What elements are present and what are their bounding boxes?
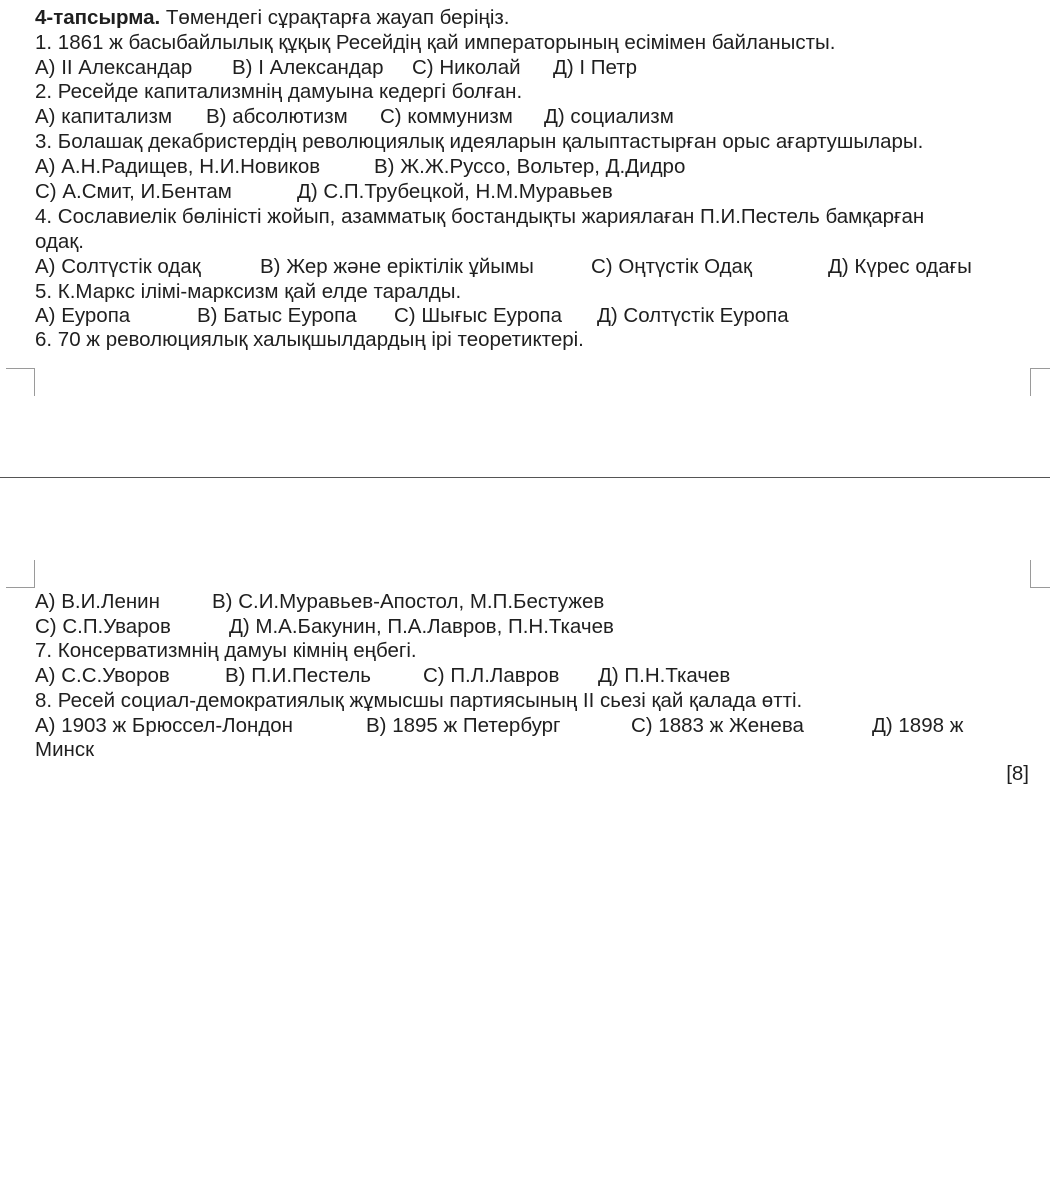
question-8-options bbox=[35, 713, 1035, 738]
question-1-text: 1. 1861 ж басыбайлылық құқық Ресейдің қай императорының есімімен байланысты. bbox=[35, 31, 836, 54]
question-3-options-row-1 bbox=[35, 154, 1035, 179]
question-6-option-b: В) С.И.Муравьев-Апостол, М.П.Бестужев bbox=[212, 590, 605, 613]
question-4-option-d: Д) Күрес одағы bbox=[828, 255, 972, 278]
question-4-options bbox=[35, 254, 1035, 279]
question-6-options-row-1 bbox=[35, 589, 1035, 614]
question-5-option-d: Д) Солтүстік Еуропа bbox=[597, 304, 789, 327]
question-4-option-a: А) Солтүстік одақ bbox=[35, 255, 201, 278]
question-1-option-b: В) I Александар bbox=[232, 56, 384, 79]
question-7-options bbox=[35, 663, 1035, 688]
question-1-option-d: Д) I Петр bbox=[553, 56, 638, 79]
question-6-option-c: С) С.П.Уваров bbox=[35, 615, 171, 638]
question-3-option-b: В) Ж.Ж.Руссо, Вольтер, Д.Дидро bbox=[374, 155, 686, 178]
question-1-options bbox=[35, 55, 1035, 80]
question-6-text: 6. 70 ж революциялық халықшылдардың ірі теоретиктері. bbox=[35, 328, 584, 351]
question-7-option-a: А) С.С.Уворов bbox=[35, 664, 170, 687]
question-2-text: 2. Ресейде капитализмнің дамуына кедергі болған. bbox=[35, 80, 523, 103]
score-badge: [8] bbox=[1006, 762, 1029, 785]
question-5-option-c: С) Шығыс Еуропа bbox=[394, 304, 563, 327]
question-8-option-d-continuation: Минск bbox=[35, 738, 95, 761]
question-7-option-c: С) П.Л.Лавров bbox=[423, 664, 560, 687]
question-8-option-a: А) 1903 ж Брюссел-Лондон bbox=[35, 714, 294, 737]
question-3-option-c: С) А.Смит, И.Бентам bbox=[35, 180, 232, 203]
question-4-text-line-2: одақ. bbox=[35, 230, 84, 253]
question-3-options-row-2 bbox=[35, 179, 1035, 204]
question-3-option-a: А) А.Н.Радищев, Н.И.Новиков bbox=[35, 155, 321, 178]
question-8-option-c: С) 1883 ж Женева bbox=[631, 714, 804, 737]
task-instruction: Төмендегі сұрақтарға жауап беріңіз. bbox=[160, 6, 510, 29]
question-2-options bbox=[35, 104, 1035, 129]
question-4-text-line-1: 4. Сославиелік бөліністі жойып, азамматық бостандықты жариялаған П.И.Пестель бамқарған bbox=[35, 205, 925, 228]
question-1-option-c: С) Николай bbox=[412, 56, 521, 79]
task-header bbox=[35, 5, 509, 30]
question-7-option-b: В) П.И.Пестель bbox=[225, 664, 371, 687]
question-5-option-b: В) Батыс Еуропа bbox=[197, 304, 357, 327]
question-2-option-a: А) капитализм bbox=[35, 105, 173, 128]
question-6-options-row-2 bbox=[35, 614, 1035, 639]
question-5-option-a: А) Еуропа bbox=[35, 304, 131, 327]
question-3-text: 3. Болашақ декабристердің революциялық идеяларын қалыптастырған орыс ағартушылары. bbox=[35, 130, 924, 153]
question-6-option-a: А) В.И.Ленин bbox=[35, 590, 160, 613]
question-2-option-b: В) абсолютизм bbox=[206, 105, 348, 128]
task-heading: 4-тапсырма. bbox=[35, 6, 161, 29]
question-4-option-c: С) Оңтүстік Одақ bbox=[591, 255, 752, 278]
question-8-option-b: В) 1895 ж Петербург bbox=[366, 714, 561, 737]
question-7-option-d: Д) П.Н.Ткачев bbox=[598, 664, 731, 687]
page-break-divider bbox=[0, 477, 1050, 478]
question-7-text: 7. Консерватизмнің дамуы кімнің еңбегі. bbox=[35, 639, 417, 662]
question-2-option-c: С) коммунизм bbox=[380, 105, 513, 128]
question-5-text: 5. К.Маркс ілімі-марксизм қай елде таралды. bbox=[35, 280, 462, 303]
question-8-text: 8. Ресей социал-демократиялық жұмысшы партиясының II сьезі қай қалада өтті. bbox=[35, 689, 803, 712]
question-2-option-d: Д) социализм bbox=[544, 105, 674, 128]
question-4-option-b: В) Жер және еріктілік ұйымы bbox=[260, 255, 534, 278]
question-1-option-a: А) II Александар bbox=[35, 56, 193, 79]
question-8-option-d: Д) 1898 ж bbox=[872, 714, 964, 737]
question-3-option-d: Д) С.П.Трубецкой, Н.М.Муравьев bbox=[297, 180, 613, 203]
question-6-option-d: Д) М.А.Бакунин, П.А.Лавров, П.Н.Ткачев bbox=[229, 615, 614, 638]
question-5-options bbox=[35, 303, 1035, 328]
